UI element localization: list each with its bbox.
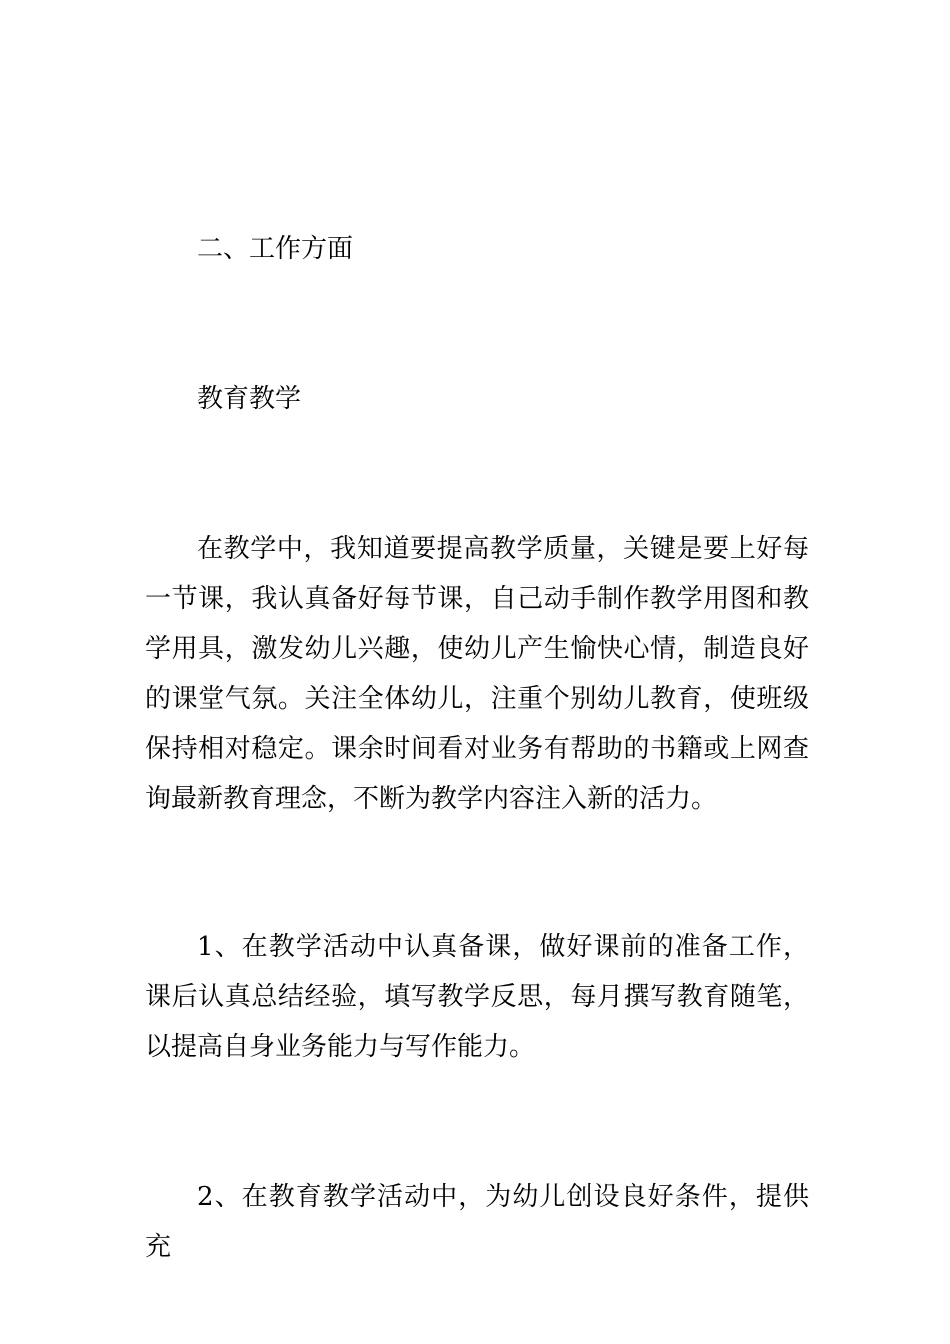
section-heading: 二、工作方面 <box>197 234 354 264</box>
numbered-paragraph: 2、在教育教学活动中，为幼儿创设良好条件，提供充 <box>145 1182 809 1262</box>
subsection-heading: 教育教学 <box>197 384 302 414</box>
body-paragraph: 在教学中，我知道要提高教学质量，关键是要上好每一节课，我认真备好每节课，自己动手制作教学用图和教学用具，激发幼儿兴趣，使幼儿产生愉快心情，制造良好的课堂气氛。关注全体幼儿，注重个别幼儿教育，使班级保持相对稳定。课余时间看对业务有帮助的书籍或上网查询最新教育理念，不断为教学内容注入新的活力。 <box>145 534 809 814</box>
numbered-paragraph: 1、在教学活动中认真备课，做好课前的准备工作，课后认真总结经验，填写教学反思，每月撰写教育随笔，以提高自身业务能力与写作能力。 <box>145 932 809 1062</box>
